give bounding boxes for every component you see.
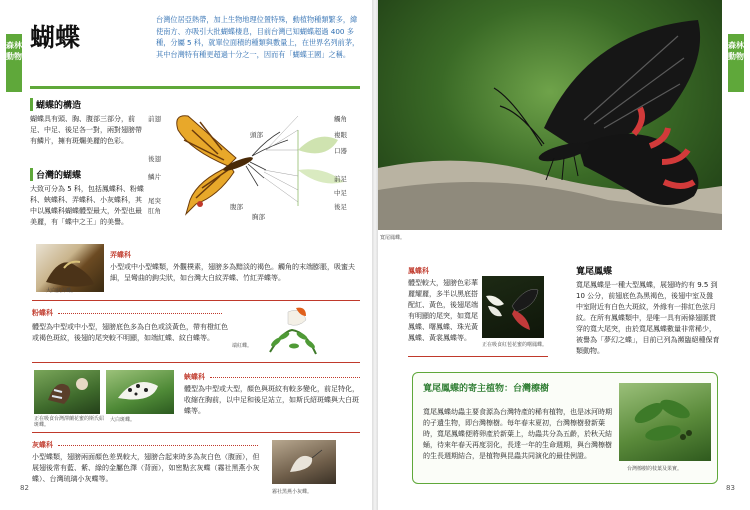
divider [408,356,548,357]
divider [32,432,360,433]
section-tab-line: 動物 [6,52,22,61]
label-hind-wing: 後翅 [148,155,161,163]
host-plant-box [412,372,718,484]
butterfly-anatomy-diagram [148,110,358,220]
troides-icon [482,276,544,338]
divider [32,362,360,363]
orange-tip-icon [262,302,324,360]
family-lycaenidae-label: 灰蝶科 [32,441,53,449]
family-papilionidae-text: 體型較大，翅膀色彩華麗耀麗，多半以黑底搭配紅、黃色，後翅尾端有明顯的尾突，如寬尾鳳蝶、曙鳳蝶、珠光黃鳳蝶、黃裳鳳蝶等。 [408,279,478,342]
dotted-rule [210,377,360,378]
chestnut-tiger-icon [34,370,100,414]
caption-orange-tip: 端紅蝶。 [232,343,253,349]
tree-nymph-icon [106,370,174,414]
label-eyespot: 肛角 [148,207,161,215]
skipper-icon [36,244,104,292]
family-pieridae-text: 體型為中型或中小型，翅膀底色多為白色或淡黃色，帶有橙紅色或褐色斑紋，後翅的尾突較不明顯，如端紅蝶、紋白蝶等。 [32,323,228,342]
label-scale: 鱗片 [148,173,161,181]
label-fore-wing: 前翅 [148,115,161,123]
family-hesperiidae-text: 小型或中小型蝶類，外觀樸素，翅膀多為黯淡的褐色。觸角的末端膨脹，吸蜜夫細，呈彎曲的鉤尖狀，如台灣大白紋弄蝶、竹紅弄蝶等。 [110,263,355,282]
label-mouth: 口器 [334,147,347,155]
section-tab-line: 動物 [728,52,744,61]
section-tab-right [728,34,744,92]
structure-text: 蝴蝶具有頭、胸、腹部三部分，前足、中足、後足各一對，兩對翅膀帶有鱗片，擁有斑爛美麗的色彩。 [30,115,142,145]
swallowtail-icon [378,0,722,230]
lycaenid-icon [272,440,336,484]
broad-tail-heading: 寬尾鳳蝶 [576,267,613,277]
host-plant-text: 寬尾鳳蝶幼蟲主要食源為台灣特產的稀有植物，也是冰河時期的孑遺生物，即台灣檫樹。每年春末夏初，台灣檫樹發新葉時，寬尾鳳蝶便將卵產於新葉上，幼蟲共分為五齡，於秋天結蛹，待來年春天再度羽化，長達一年的生命週期，與台灣檫樹的生長週期結合，是植物與昆蟲共同演化的最佳例證。 [423,408,612,460]
photo-troides [482,276,544,338]
photo-sassafras [619,383,711,461]
structure-heading: 蝴蝶的構造 [30,98,81,111]
photo-skipper [36,244,104,292]
host-plant-heading: 寬尾鳳蝶的寄主植物：台灣檫樹 [423,384,550,394]
label-thorax: 胸部 [252,213,265,221]
photo-orange-tip [262,302,324,360]
dotted-rule [58,445,258,446]
label-head: 頭部 [250,131,263,139]
label-midleg: 中足 [334,189,347,197]
caption-skipper: 大白紋弄蝶。 [46,288,77,294]
caption-troides: 正在吸食紅苞花蜜的曙鳳蝶。 [482,342,548,348]
title-divider [30,86,360,89]
label-abdomen: 腹部 [230,203,243,211]
page-number-left: 82 [20,484,29,492]
label-tail: 尾突 [148,197,161,205]
taiwan-butterflies-text: 大致可分為 5 科，包括鳳蝶科、粉蝶科、蛺蝶科、弄蝶科、小灰蝶科，其中以鳳蝶科蝴蝶體型最大，外型也最美麗，有「蝶中之王」的美譽。 [30,185,144,226]
label-hindleg: 後足 [334,203,347,211]
family-papilionidae-label: 鳳蝶科 [408,267,429,275]
sassafras-icon [619,383,711,461]
intro-paragraph: 台灣位居亞熱帶，加上生物地理位置特殊，動植物種類繁多，緯使南方、亦吸引大批蝴蝶棲息，目前台灣已知蝴蝶超過 400 多種，分屬 5 科，就單位面積的種類與數量上，在世界名列前茅，其中台灣特有種更超過十分之一，因而有「蝴蝶王國」之稱。 [156,15,360,59]
section-tab-line: 森林 [6,41,22,50]
dotted-rule [58,313,222,314]
page-number-right: 83 [726,484,735,492]
family-hesperiidae-label: 弄蝶科 [110,251,131,259]
photo-chestnut-tiger [34,370,100,414]
divider [32,300,360,301]
label-eye: 複眼 [334,131,347,139]
family-pieridae-label: 粉蝶科 [32,309,53,317]
caption-sassafras: 台灣檫樹的枝葉及果實。 [627,466,683,472]
caption-chestnut-tiger: 正在吸食台灣澤蘭花蜜的斯氏紹斑蝶。 [34,416,105,428]
photo-lycaenid [272,440,336,484]
broad-tail-text: 寬尾鳳蝶是一種大型鳳蝶，展翅時約有 9.5 到 10 公分，前翅底色為黑褐色，後翅中室及盤中室附近有白色大斑紋，外緣有一排紅色弦月紋。在所有鳳蝶類中，是唯一具有兩條翅脈貫穿的寬大尾突，由於寬尾鳳蝶數量非常稀少，被譽為「夢幻之蝶」，目前已列為瀕臨絕種保育類動物。 [576,281,720,355]
photo-broad-tailed-swallowtail [378,0,722,230]
family-nymphalidae-text: 體型為中型或大型，顏色與斑紋有較多變化，前足特化，收縮在胸前，以中足和後足站立，如斯氏紹斑蝶與大白斑蝶等。 [184,385,359,415]
caption-hero: 寬尾鳳蝶。 [380,235,406,241]
family-nymphalidae-label: 蛺蝶科 [184,373,205,381]
page-title: 蝴蝶 [30,23,81,52]
butterfly-illustration [148,110,358,220]
caption-lycaenid: 霧社黑燕小灰蝶。 [272,489,313,495]
caption-tree-nymph: 大白斑蝶。 [110,417,136,423]
section-tab-line: 森林 [728,41,744,50]
family-lycaenidae-text: 小型蝶類，翅膀兩面顏色差異較大，翅膀合起來時多為灰白色（腹面），但展翅後常有藍、紫、綠的金屬色澤（背面），如密點玄灰蝶（霧社黑燕小灰蝶）、台灣琉璃小灰蝶等。 [32,453,260,483]
label-antenna: 觸角 [334,115,347,123]
section-tab-left [6,34,22,92]
label-foreleg: 前足 [334,175,347,183]
taiwan-butterflies-heading: 台灣的蝴蝶 [30,168,81,181]
photo-tree-nymph [106,370,174,414]
left-page [0,0,372,510]
